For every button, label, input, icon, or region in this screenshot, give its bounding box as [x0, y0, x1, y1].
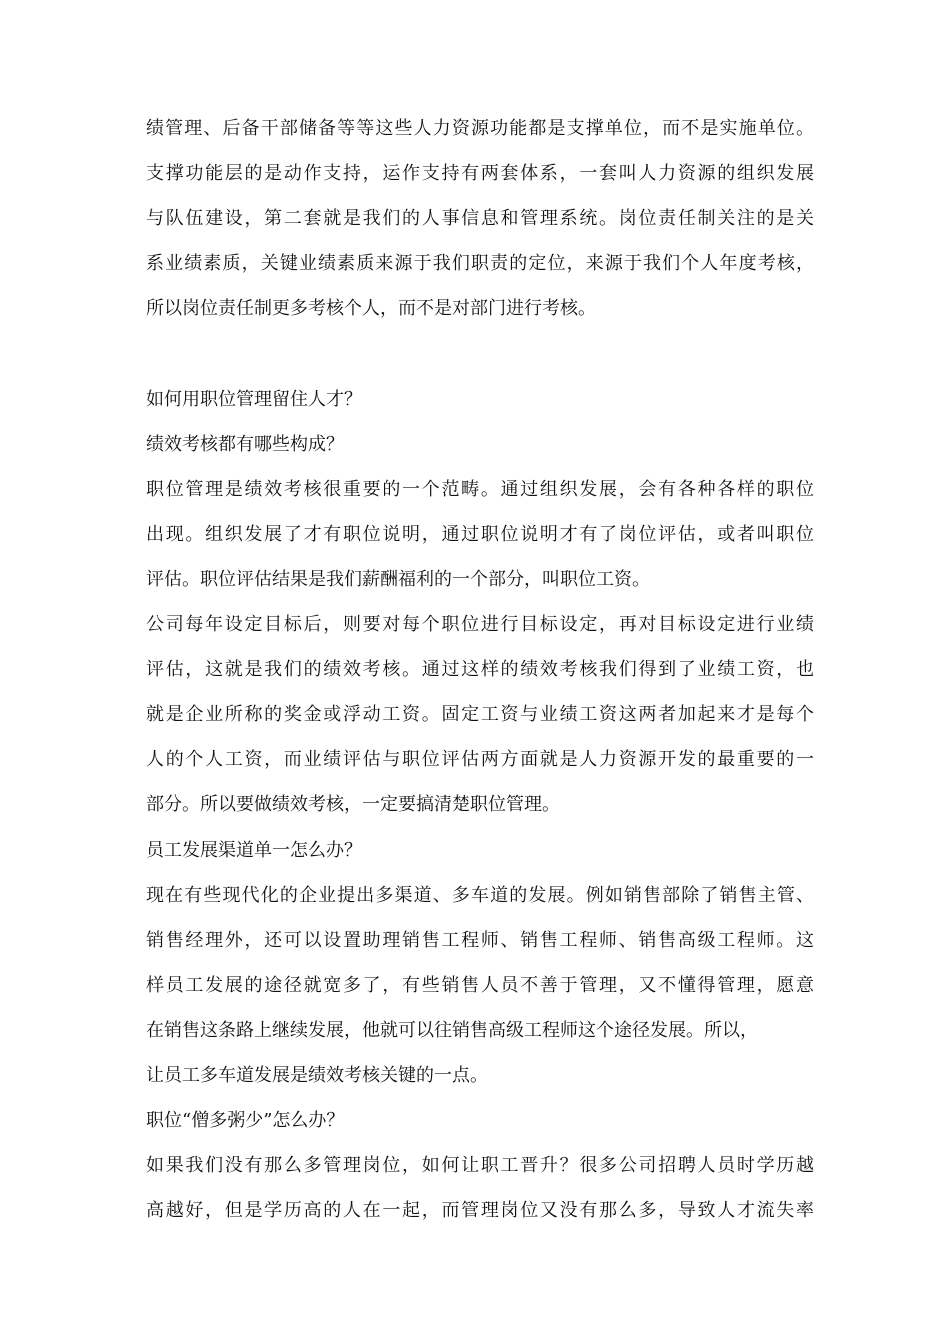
question-heading-retain-talent: 如何用职位管理留住人才？: [146, 388, 362, 410]
paragraph-performance-pay: [146, 602, 814, 827]
question-heading-single-channel: 员工发展渠道单一怎么办？: [146, 839, 362, 861]
text-line: 样员工发展的途径就宽多了，有些销售人员不善于管理，又不懂得管理，愿意: [146, 974, 814, 996]
paragraph-promotion-limits: [146, 1143, 814, 1233]
text-line: 支撑功能层的是动作支持，运作支持有两套体系，一套叫人力资源的组织发展: [146, 163, 814, 185]
text-line: 就是企业所称的奖金或浮动工资。固定工资与业绩工资这两者加起来才是每个: [146, 704, 814, 726]
text-line: 公司每年设定目标后，则要对每个职位进行目标设定，再对目标设定进行业绩: [146, 614, 814, 636]
text-line: 现在有些现代化的企业提出多渠道、多车道的发展。例如销售部除了销售主管、: [146, 884, 814, 906]
text-line: 人的个人工资，而业绩评估与职位评估两方面就是人力资源开发的最重要的一: [146, 749, 814, 771]
text-line: 高越好，但是学历高的人在一起，而管理岗位又没有那么多，导致人才流失率: [146, 1200, 814, 1222]
question-heading-performance-components: 绩效考核都有哪些构成？: [146, 433, 344, 455]
text-line: 销售经理外，还可以设置助理销售工程师、销售工程师、销售高级工程师。这: [146, 929, 814, 951]
text-line: 如果我们没有那么多管理岗位，如何让职工晋升？很多公司招聘人员时学历越: [146, 1155, 814, 1177]
text-line: 部分。所以要做绩效考核，一定要搞清楚职位管理。: [146, 794, 560, 816]
text-line: 系业绩素质，关键业绩素质来源于我们职责的定位，来源于我们个人年度考核，: [146, 253, 814, 275]
paragraph-spacer: [146, 331, 814, 376]
text-line: 让员工多车道发展是绩效考核关键的一点。: [146, 1064, 488, 1086]
question-heading-too-few-positions: 职位“僧多粥少”怎么办？: [146, 1110, 345, 1132]
text-line: 所以岗位责任制更多考核个人，而不是对部门进行考核。: [146, 298, 596, 320]
text-line: 评估。职位评估结果是我们薪酬福利的一个部分，叫职位工资。: [146, 568, 650, 590]
text-line: 在销售这条路上继续发展，他就可以往销售高级工程师这个途径发展。所以，: [146, 1019, 758, 1041]
text-line: 出现。组织发展了才有职位说明，通过职位说明才有了岗位评估，或者叫职位: [146, 523, 814, 545]
paragraph-multi-lane-development: [146, 873, 814, 1098]
text-line: 评估，这就是我们的绩效考核。通过这样的绩效考核我们得到了业绩工资，也: [146, 659, 814, 681]
document-body: [146, 106, 814, 1233]
text-line: 与队伍建设，第二套就是我们的人事信息和管理系统。岗位责任制关注的是关: [146, 208, 814, 230]
text-line: 职位管理是绩效考核很重要的一个范畴。通过组织发展，会有各种各样的职位: [146, 478, 814, 500]
paragraph-position-management: [146, 467, 814, 602]
text-line: 绩管理、后备干部储备等等这些人力资源功能都是支撑单位，而不是实施单位。: [146, 118, 814, 139]
paragraph-hr-support-functions: [146, 106, 814, 331]
